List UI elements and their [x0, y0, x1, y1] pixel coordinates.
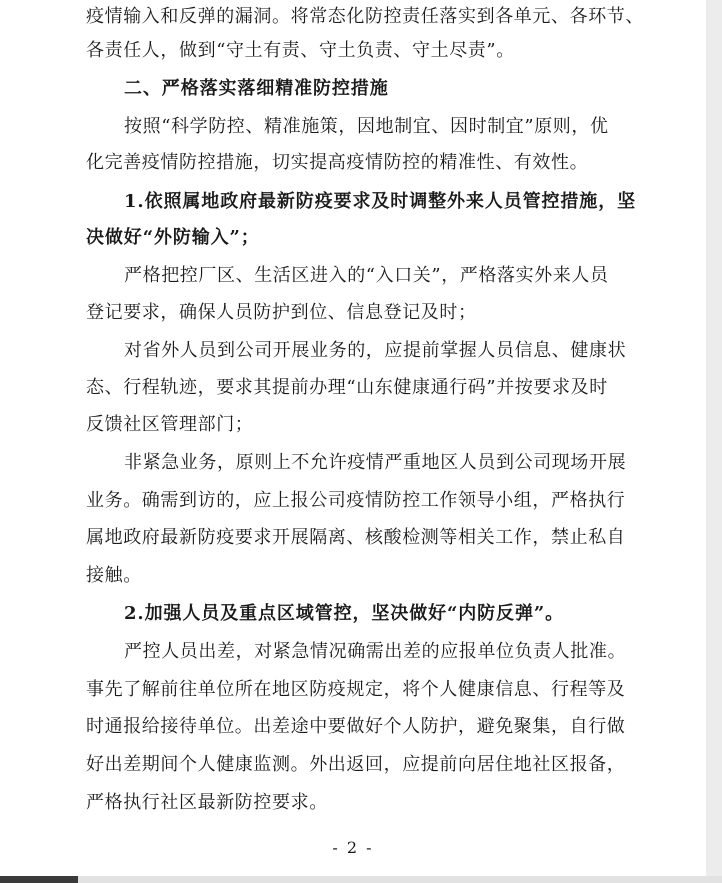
- paragraph-line: 反馈社区管理部门；: [86, 414, 254, 435]
- paragraph-line: 态、行程轨迹，要求其提前办理“山东健康通行码”并按要求及时: [86, 377, 608, 398]
- paragraph-line: 事先了解前往单位所在地区防疫规定，将个人健康信息、行程等及: [86, 679, 626, 700]
- paragraph-line: 非紧急业务，原则上不允许疫情严重地区人员到公司现场开展: [124, 452, 627, 473]
- taskbar-segment: [0, 876, 78, 883]
- paragraph-line: 时通报给接待单位。出差途中要做好个人防护，避免聚集，自行做: [86, 716, 626, 737]
- paragraph-line: 接触。: [86, 565, 142, 586]
- paragraph-line: 严控人员出差，对紧急情况确需出差的应报单位负责人批准。: [124, 641, 627, 662]
- subsection-heading: 1.依照属地政府最新防疫要求及时调整外来人员管控措施，坚: [124, 191, 636, 212]
- section-heading: 二、严格落实落细精准防控措施: [124, 78, 389, 99]
- paragraph-line: 好出差期间个人健康监测。外出返回，应提前向居住地社区报备，: [86, 754, 626, 775]
- viewer-bottom-bar: [0, 876, 722, 883]
- paragraph-line: 疫情输入和反弹的漏洞。将常态化防控责任落实到各单元、各环节、: [86, 6, 644, 27]
- page-number: - 2 -: [332, 838, 374, 857]
- paragraph-line: 对省外人员到公司开展业务的，应提前掌握人员信息、健康状: [124, 340, 627, 361]
- paragraph-line: 严格执行社区最新防控要求。: [86, 792, 328, 813]
- paragraph-line: 登记要求，确保人员防护到位、信息登记及时；: [86, 302, 477, 323]
- viewer-gutter: [706, 0, 722, 883]
- paragraph-line: 业务。确需到访的，应上报公司疫情防控工作领导小组，严格执行: [86, 490, 626, 511]
- paragraph-line: 各责任人，做到“守土有责、守土负责、守土尽责”。: [86, 40, 515, 61]
- paragraph-line: 严格把控厂区、生活区进入的“入口关”，严格落实外来人员: [124, 265, 609, 286]
- subsection-heading: 2.加强人员及重点区域管控，坚决做好“内防反弹”。: [124, 603, 564, 624]
- paragraph-line: 属地政府最新防疫要求开展隔离、核酸检测等相关工作，禁止私自: [86, 527, 626, 548]
- paragraph-line: 化完善疫情防控措施，切实提高疫情防控的精准性、有效性。: [86, 152, 589, 173]
- subsection-heading: 决做好“外防输入”；: [86, 227, 260, 248]
- paragraph-line: 按照“科学防控、精准施策，因地制宜、因时制宜”原则，优: [124, 116, 609, 137]
